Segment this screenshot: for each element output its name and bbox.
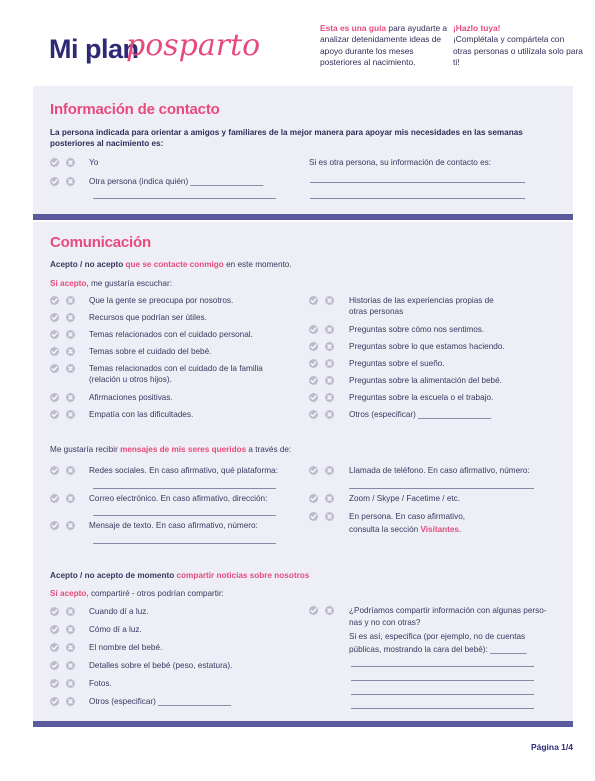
hear-left-item: Temas relacionados con el cuidado personal. bbox=[89, 330, 253, 339]
header bbox=[0, 0, 595, 86]
check-icon[interactable] bbox=[309, 359, 318, 368]
hear-right-item: Preguntas sobre lo que estamos haciendo. bbox=[349, 342, 505, 351]
check-icon[interactable] bbox=[50, 296, 59, 305]
cross-icon[interactable] bbox=[325, 296, 334, 305]
check-icon[interactable] bbox=[50, 313, 59, 322]
msg-email-line[interactable] bbox=[93, 515, 276, 516]
communication-title: Comunicación bbox=[50, 234, 151, 251]
hear-left-item: Que la gente se preocupa por nosotros. bbox=[89, 296, 234, 305]
messages-post: a través de: bbox=[246, 445, 292, 454]
cross-icon[interactable] bbox=[325, 512, 334, 521]
cross-icon[interactable] bbox=[66, 697, 75, 706]
cross-icon[interactable] bbox=[66, 625, 75, 634]
cross-icon[interactable] bbox=[66, 466, 75, 475]
accept-contact-highlight: que se contacte conmigo bbox=[125, 260, 224, 269]
other-info-line-2[interactable] bbox=[310, 198, 525, 199]
hear-right-item: Preguntas sobre la alimentación del bebé. bbox=[349, 376, 502, 385]
check-icon[interactable] bbox=[309, 410, 318, 419]
check-icon[interactable] bbox=[50, 661, 59, 670]
cross-icon[interactable] bbox=[66, 364, 75, 373]
hear-right-item: Preguntas sobre la escuela o el trabajo. bbox=[349, 393, 494, 402]
hear-left-item: Temas sobre el cuidado del bebé. bbox=[89, 347, 212, 356]
cross-icon[interactable] bbox=[66, 607, 75, 616]
check-icon[interactable] bbox=[309, 466, 318, 475]
messages-highlight: mensajes de mis seres queridos bbox=[120, 445, 247, 454]
share-if-yes-text: compartiré - otros podrían compartir: bbox=[88, 589, 224, 598]
share-accept-pre: Acepto / no acepto bbox=[50, 571, 124, 580]
contact-prompt: La persona indicada para orientar a amigos y familiares de la mejor manera para apoyar mis necesidades en las semanas posteriores al nacimiento es: bbox=[50, 128, 523, 148]
accept-contact bbox=[50, 259, 292, 270]
divider-2 bbox=[33, 721, 573, 727]
opt-other-label: Otra persona (indica quién) ________________ bbox=[89, 177, 264, 186]
share-left-item: El nombre del bebé. bbox=[89, 643, 163, 652]
msg-video: Zoom / Skype / Facetime / etc. bbox=[349, 494, 461, 503]
visitantes-link[interactable]: Visitantes bbox=[420, 525, 459, 534]
cross-icon[interactable] bbox=[325, 393, 334, 402]
share-answer-line-2[interactable] bbox=[351, 680, 534, 681]
share-accept bbox=[50, 570, 309, 581]
check-icon[interactable] bbox=[50, 364, 59, 373]
check-icon[interactable] bbox=[50, 393, 59, 402]
check-icon[interactable] bbox=[50, 643, 59, 652]
cross-icon[interactable] bbox=[66, 393, 75, 402]
check-icon[interactable] bbox=[50, 466, 59, 475]
cross-icon[interactable] bbox=[325, 410, 334, 419]
contact-title: Información de contacto bbox=[50, 101, 220, 118]
share-left-item: Cuando dí a luz. bbox=[89, 607, 149, 616]
cross-icon[interactable] bbox=[66, 347, 75, 356]
hear-left-item: Recursos que podrían ser útiles. bbox=[89, 313, 207, 322]
check-icon[interactable] bbox=[309, 393, 318, 402]
msg-in-person-pre: consulta la sección bbox=[349, 525, 421, 534]
intro-right-text: ¡Complétala y compártela con otras personas o utilízala solo para ti! bbox=[453, 34, 583, 68]
msg-email: Correo electrónico. En caso afirmativo, dirección: bbox=[89, 494, 268, 503]
cross-icon[interactable] bbox=[66, 330, 75, 339]
check-icon[interactable] bbox=[309, 325, 318, 334]
check-icon[interactable] bbox=[50, 410, 59, 419]
cross-icon[interactable] bbox=[325, 606, 334, 615]
msg-in-person-1: En persona. En caso afirmativo, bbox=[349, 512, 466, 521]
check-icon[interactable] bbox=[309, 606, 318, 615]
check-icon[interactable] bbox=[309, 296, 318, 305]
share-left-item: Detalles sobre el bebé (peso, estatura). bbox=[89, 661, 233, 670]
msg-in-person-post: . bbox=[458, 525, 462, 534]
cross-icon[interactable] bbox=[66, 679, 75, 688]
cross-icon[interactable] bbox=[66, 661, 75, 670]
intro-left-text: para ayudarte a analizar detenidamente ideas de apoyo durante los meses posteriores al nacimiento. bbox=[320, 23, 448, 68]
msg-text: Mensaje de texto. En caso afirmativo, número: bbox=[89, 521, 258, 530]
share-left-item: Cómo dí a luz. bbox=[89, 625, 142, 634]
hear-left-item: Temas relacionados con el cuidado de la familia (relación u otros hijos). bbox=[89, 364, 263, 384]
messages-pre: Me gustaría recibir bbox=[50, 445, 121, 454]
cross-icon[interactable] bbox=[325, 494, 334, 503]
hear-right-item: Historias de las experiencias propias de otras personas bbox=[349, 296, 494, 316]
if-yes-hear-text: me gustaría escuchar: bbox=[88, 279, 172, 288]
hear-right-item: Preguntas sobre cómo nos sentimos. bbox=[349, 325, 485, 334]
title-script: posparto bbox=[126, 28, 261, 63]
share-right-line: Si es así, especifica (por ejemplo, no de cuentas bbox=[349, 632, 526, 641]
cross-icon[interactable] bbox=[325, 325, 334, 334]
check-icon[interactable] bbox=[309, 342, 318, 351]
check-icon[interactable] bbox=[309, 494, 318, 503]
hear-left-item: Empatía con las dificultades. bbox=[89, 410, 194, 419]
msg-social-line[interactable] bbox=[93, 488, 276, 489]
other-info-line-1[interactable] bbox=[310, 182, 525, 183]
msg-phone-line[interactable] bbox=[349, 488, 534, 489]
title-main: Mi plan bbox=[49, 34, 139, 64]
check-icon[interactable] bbox=[50, 607, 59, 616]
msg-text-line[interactable] bbox=[93, 543, 276, 544]
cross-icon[interactable] bbox=[325, 359, 334, 368]
hear-right-item: Otros (especificar) ________________ bbox=[349, 410, 492, 419]
share-left-item: Fotos. bbox=[89, 679, 112, 688]
intro-right-highlight: ¡Hazlo tuya! bbox=[453, 23, 501, 33]
share-accept-mid: de momento bbox=[123, 571, 177, 580]
share-answer-line-1[interactable] bbox=[351, 666, 534, 667]
accept-contact-pre: Acepto / no acepto bbox=[50, 260, 126, 269]
cross-icon[interactable] bbox=[66, 313, 75, 322]
share-answer-line-4[interactable] bbox=[351, 708, 534, 709]
msg-phone: Llamada de teléfono. En caso afirmativo, número: bbox=[349, 466, 530, 475]
intro-right bbox=[453, 23, 583, 69]
messages-intro bbox=[50, 444, 291, 455]
share-left-item: Otros (especificar) ________________ bbox=[89, 697, 232, 706]
opt-yo-label: Yo bbox=[89, 158, 99, 167]
intro-left-highlight: Esta es una guía bbox=[320, 23, 387, 33]
cross-icon[interactable] bbox=[66, 410, 75, 419]
if-yes-hear bbox=[50, 278, 172, 289]
share-if-yes bbox=[50, 588, 224, 599]
intro-left bbox=[320, 23, 448, 69]
divider-1 bbox=[33, 214, 573, 220]
cross-icon[interactable] bbox=[66, 158, 75, 167]
cross-icon[interactable] bbox=[66, 177, 75, 186]
accept-contact-post: en este momento. bbox=[223, 260, 292, 269]
msg-in-person-2 bbox=[349, 524, 461, 535]
check-icon[interactable] bbox=[50, 347, 59, 356]
cross-icon[interactable] bbox=[66, 521, 75, 530]
cross-icon[interactable] bbox=[325, 466, 334, 475]
check-icon[interactable] bbox=[50, 679, 59, 688]
share-right-line: nas y no con otras? bbox=[349, 618, 421, 627]
cross-icon[interactable] bbox=[325, 376, 334, 385]
check-icon[interactable] bbox=[309, 512, 318, 521]
check-icon[interactable] bbox=[50, 521, 59, 530]
page-number: Página 1/4 bbox=[530, 742, 573, 752]
hear-left-item: Afirmaciones positivas. bbox=[89, 393, 173, 402]
check-icon[interactable] bbox=[50, 494, 59, 503]
check-icon[interactable] bbox=[50, 330, 59, 339]
share-answer-line-3[interactable] bbox=[351, 694, 534, 695]
if-yes-hear-highlight: Si acepto, bbox=[50, 279, 89, 288]
opt-other-line[interactable] bbox=[93, 198, 276, 199]
other-info-label: Si es otra persona, su información de contacto es: bbox=[309, 158, 492, 167]
share-accept-highlight: compartir noticias sobre nosotros bbox=[176, 571, 310, 580]
cross-icon[interactable] bbox=[66, 643, 75, 652]
check-icon[interactable] bbox=[50, 625, 59, 634]
share-right-line: públicas, mostrando la cara del bebé): ________ bbox=[349, 645, 527, 654]
hear-right-item: Preguntas sobre el sueño. bbox=[349, 359, 445, 368]
cross-icon[interactable] bbox=[325, 342, 334, 351]
check-icon[interactable] bbox=[50, 158, 59, 167]
check-icon[interactable] bbox=[50, 177, 59, 186]
msg-social: Redes sociales. En caso afirmativo, qué plataforma: bbox=[89, 466, 278, 475]
share-if-yes-highlight: Si acepto, bbox=[50, 589, 89, 598]
cross-icon[interactable] bbox=[66, 296, 75, 305]
cross-icon[interactable] bbox=[66, 494, 75, 503]
check-icon[interactable] bbox=[50, 697, 59, 706]
share-right-line: ¿Podríamos compartir información con algunas perso- bbox=[349, 606, 547, 615]
check-icon[interactable] bbox=[309, 376, 318, 385]
